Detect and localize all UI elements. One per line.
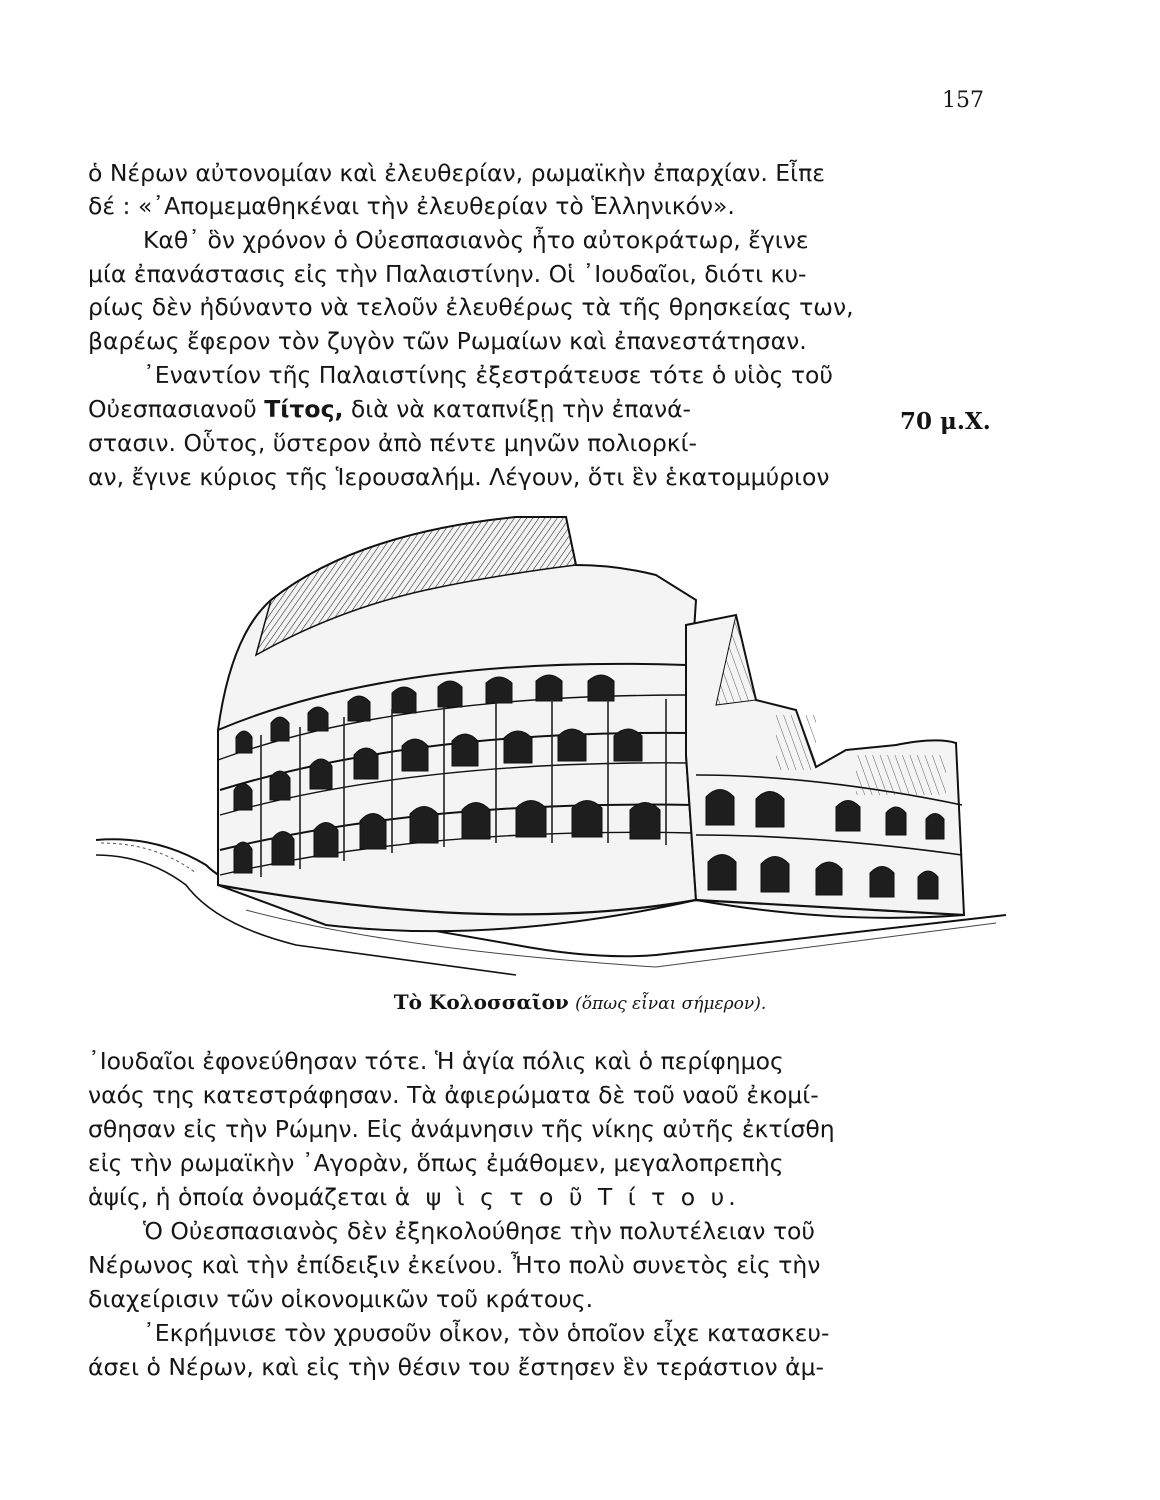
text-fragment: διὰ νὰ καταπνίξῃ τὴν ἐπανά- — [343, 395, 692, 423]
text-line: ᾿Εκρήμνισε τὸν χρυσοῦν οἶκον, τὸν ὁποῖον εἶχε κατασκευ- — [143, 1319, 830, 1347]
text-line: ναός της κατεστράφησαν. Τὰ ἀφιερώματα δὲ τοῦ ναοῦ ἐκομί- — [88, 1081, 819, 1109]
colosseum-illustration — [96, 505, 1006, 985]
text-fragment: Οὐεσπασιανοῦ — [88, 395, 265, 423]
text-line: ᾿Ιουδαῖοι ἐφονεύθησαν τότε. Ἡ ἁγία πόλις καὶ ὁ περίφημος — [88, 1047, 784, 1075]
text-line: ᾿Εναντίον τῆς Παλαιστίνης ἐξεστράτευσε τότε ὁ υἱὸς τοῦ — [143, 361, 833, 389]
text-line: Καθ᾿ ὃν χρόνον ὁ Οὐεσπασιανὸς ἦτο αὐτοκράτωρ, ἔγινε — [143, 226, 809, 254]
text-line: βαρέως ἔφερον τὸν ζυγὸν τῶν Ρωμαίων καὶ ἐπανεστάτησαν. — [88, 327, 807, 355]
text-line — [88, 1182, 736, 1212]
text-fragment: . — [728, 1183, 736, 1211]
caption-note: (ὅπως εἶναι σήμερον). — [575, 994, 767, 1014]
text-line: Νέρωνος καὶ τὴν ἐπίδειξιν ἐκείνου. Ἦτο πολὺ συνετὸς εἰς τὴν — [88, 1251, 821, 1279]
text-line: στασιν. Οὗτος, ὕστερον ἀπὸ πέντε μηνῶν πολιορκί- — [88, 429, 698, 457]
text-line: άσει ὁ Νέρων, καὶ εἰς τὴν θέσιν του ἔστησεν ἓν τεράστιον ἀμ- — [88, 1353, 825, 1381]
text-line: ὁ Νέρων αὐτονομίαν καὶ ἐλευθερίαν, ρωμαϊκὴν ἐπαρχίαν. Εἶπε — [88, 159, 825, 187]
text-line: σθησαν εἰς τὴν Ρώμην. Εἰς ἀνάμνησιν τῆς νίκης αὐτῆς ἐκτίσθη — [88, 1115, 835, 1143]
text-line: μία ἐπανάστασις εἰς τὴν Παλαιστίνην. Οἱ ᾿Ιουδαῖοι, διότι κυ- — [88, 260, 807, 288]
page-number: 157 — [942, 88, 984, 113]
text-line: εἰς τὴν ρωμαϊκὴν ᾿Αγορὰν, ὅπως ἐμάθομεν, μεγαλοπρεπὴς — [88, 1149, 784, 1177]
caption-title: Τὸ Κολοσσαῖον — [393, 990, 569, 1014]
text-fragment: ἁψίς, ἡ ὁποία ὀνομάζεται — [88, 1183, 395, 1211]
spaced-term: ἁ ψ ὶ ς τ ο ῦ Τ ί τ ο υ — [394, 1183, 729, 1211]
text-line: ρίως δὲν ἠδύναντο νὰ τελοῦν ἐλευθέρως τὰ τῆς θρησκείας των, — [88, 293, 854, 321]
bold-name-titus: Τίτος, — [264, 395, 344, 423]
text-line — [88, 394, 691, 424]
text-line: διαχείρισιν τῶν οἰκονομικῶν τοῦ κράτους. — [88, 1285, 594, 1313]
text-line: δέ : «᾿Απομεμαθηκέναι τὴν ἐλευθερίαν τὸ Ἑλληνικόν». — [88, 192, 735, 220]
text-line: Ὁ Οὐεσπασιανὸς δὲν ἐξηκολούθησε τὴν πολυτέλειαν τοῦ — [143, 1217, 815, 1245]
text-line: αν, ἔγινε κύριος τῆς Ἱερουσαλήμ. Λέγουν, ὅτι ἓν ἑκατομμύριον — [88, 463, 830, 491]
figure-caption — [0, 990, 1160, 1014]
margin-date-note: 70 μ.Χ. — [900, 408, 991, 435]
